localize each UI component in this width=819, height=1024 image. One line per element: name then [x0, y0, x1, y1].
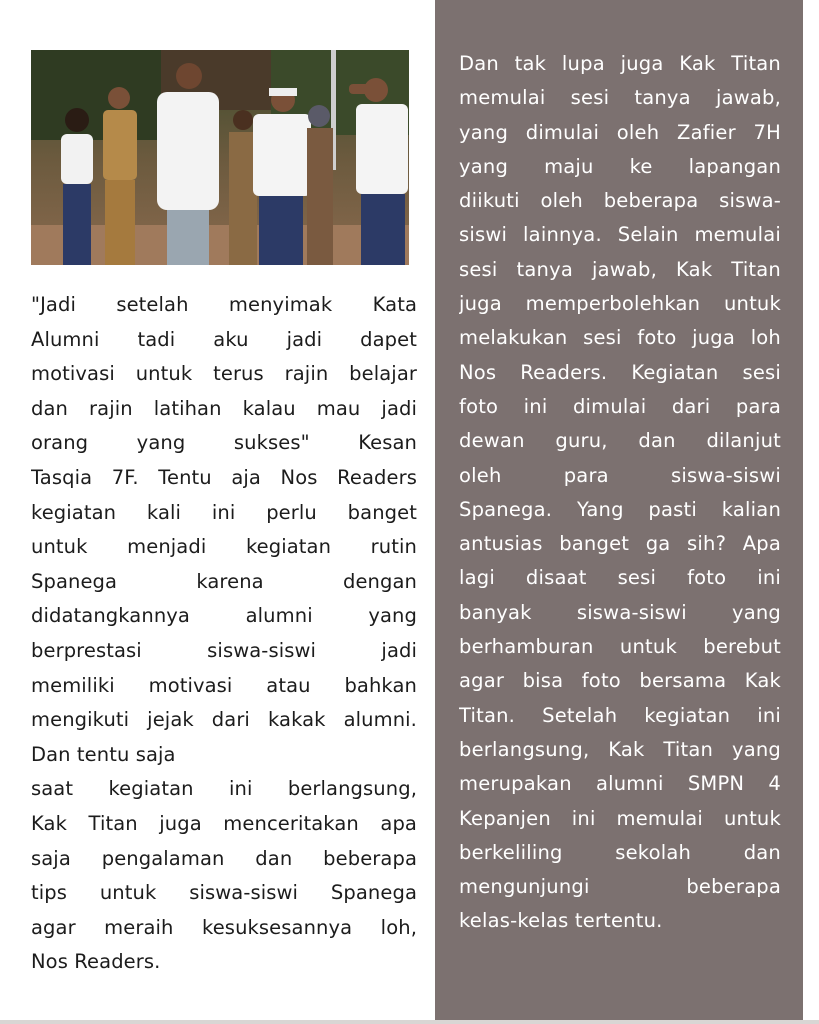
text-line: orang yang sukses" Kesan	[31, 431, 417, 455]
text-line: lagi disaat sesi foto ini	[459, 566, 781, 590]
text-line: Titan. Setelah kegiatan ini	[459, 703, 781, 727]
text-line: berprestasi siswa-siswi jadi	[31, 638, 417, 662]
right-article-text	[459, 47, 781, 939]
text-line: untuk menjadi kegiatan rutin	[31, 535, 417, 559]
text-line: saja pengalaman dan beberapa	[31, 846, 417, 870]
text-line: motivasi untuk terus rajin belajar	[31, 362, 417, 386]
text-line: Spanega. Yang pasti kalian	[459, 497, 781, 521]
text-line: Kepanjen ini memulai untuk	[459, 806, 781, 830]
text-line: "Jadi setelah menyimak Kata	[31, 293, 417, 316]
text-line: Tasqia 7F. Tentu aja Nos Readers	[31, 465, 417, 489]
text-line: merupakan alumni SMPN 4	[459, 772, 781, 796]
text-line: mengikuti jejak dari kakak alumni.	[31, 708, 417, 732]
text-line: Dan tak lupa juga Kak Titan	[459, 52, 781, 75]
text-line: agar bisa foto bersama Kak	[459, 669, 781, 693]
text-line: Kak Titan juga menceritakan apa	[31, 811, 417, 835]
text-line: juga memperbolehkan untuk	[459, 292, 781, 316]
text-line: berhamburan untuk berebut	[459, 635, 781, 659]
text-line: kegiatan kali ini perlu banget	[31, 500, 417, 524]
text-line: foto ini dimulai dari para	[459, 394, 781, 418]
text-line: Nos Readers.	[31, 950, 161, 974]
text-line: kelas-kelas tertentu.	[459, 909, 663, 933]
left-article-text	[31, 288, 417, 980]
text-line: tips untuk siswa-siswi Spanega	[31, 881, 417, 905]
text-line: dewan guru, dan dilanjut	[459, 429, 781, 453]
text-line: Alumni tadi aku jadi dapet	[31, 327, 417, 351]
text-line: berlangsung, Kak Titan yang	[459, 737, 781, 761]
text-line: mengunjungi beberapa	[459, 875, 781, 899]
text-line: diikuti oleh beberapa siswa-	[459, 189, 781, 213]
text-line: Nos Readers. Kegiatan sesi	[459, 360, 781, 384]
text-line: melakukan sesi foto juga loh	[459, 326, 781, 350]
text-line: didatangkannya alumni yang	[31, 604, 417, 628]
text-line: antusias banget ga sih? Apa	[459, 532, 781, 556]
text-line: oleh para siswa-siswi	[459, 463, 781, 487]
text-line: yang dimulai oleh Zafier 7H	[459, 120, 781, 144]
text-line: saat kegiatan ini berlangsung,	[31, 777, 417, 801]
text-line: dan rajin latihan kalau mau jadi	[31, 396, 417, 420]
text-line: banyak siswa-siswi yang	[459, 600, 781, 624]
text-line: berkeliling sekolah dan	[459, 840, 781, 864]
text-line: Spanega karena dengan	[31, 569, 417, 593]
text-line: agar meraih kesuksesannya loh,	[31, 915, 417, 939]
right-edge-strip	[803, 0, 819, 1024]
photo-students-with-alumni-icon	[31, 50, 409, 265]
bottom-divider	[0, 1020, 819, 1024]
text-line: sesi tanya jawab, Kak Titan	[459, 257, 781, 281]
text-line: memulai sesi tanya jawab,	[459, 86, 781, 110]
article-photo	[31, 50, 409, 265]
text-line: yang maju ke lapangan	[459, 154, 781, 178]
text-line: siswi lainnya. Selain memulai	[459, 223, 781, 247]
text-line: Dan tentu saja	[31, 742, 176, 766]
text-line: memiliki motivasi atau bahkan	[31, 673, 417, 697]
